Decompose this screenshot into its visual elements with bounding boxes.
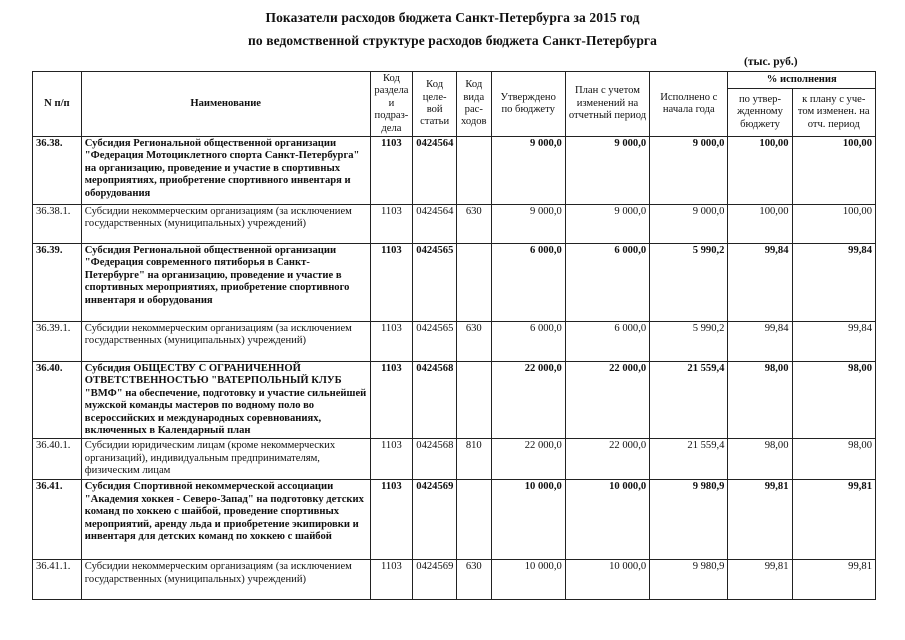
row-executed: 9 980,9: [650, 480, 728, 560]
table-row: [33, 322, 876, 362]
row-pct-plan: 100,00: [792, 205, 875, 244]
row-executed: 5 990,2: [650, 322, 728, 362]
row-pct-approved: 98,00: [728, 362, 792, 439]
row-name: Субсидия Региональной общественной организации "Федерация Мотоциклетного спорта Санкт-Петербурга" на организацию, проведение и участие в спортивных мероприятиях, приобретение спортивного инвентаря и оборудования: [81, 137, 370, 205]
row-vid-code: 630: [457, 560, 492, 600]
document-subtitle: по ведомственной структуре расходов бюджета Санкт-Петербурга: [247, 33, 658, 48]
row-name: Субсидии некоммерческим организациям (за исключением государственных (муниципальных) учреждений): [81, 205, 370, 244]
row-name: Субсидия ОБЩЕСТВУ С ОГРАНИЧЕННОЙ ОТВЕТСТВЕННОСТЬЮ "ВАТЕРПОЛЬНЫЙ КЛУБ "ВМФ" на обеспечение, подготовку и участие сильнейшей мужской команды мастеров по водному поло во всероссийских и международных соревнованиях, включенных в Календарный план: [81, 362, 370, 439]
col-header-pct-plan: к плану с уче-том изменен. на отч. период: [792, 88, 875, 136]
col-header-vid: Код вида рас-ходов: [457, 72, 492, 137]
row-number: 36.41.1.: [33, 560, 82, 600]
row-plan: 9 000,0: [565, 137, 649, 205]
col-header-razdel: Код раздела и подраз-дела: [370, 72, 413, 137]
row-pct-plan: 99,81: [792, 480, 875, 560]
row-pct-plan: 99,81: [792, 560, 875, 600]
table-row: [33, 137, 876, 205]
row-approved: 22 000,0: [491, 362, 565, 439]
table-body: [33, 137, 876, 600]
row-pct-plan: 98,00: [792, 362, 875, 439]
row-executed: 5 990,2: [650, 244, 728, 322]
row-plan: 22 000,0: [565, 362, 649, 439]
col-header-name: Наименование: [81, 72, 370, 137]
col-header-pct-utv: по утвер-жденному бюджету: [728, 88, 792, 136]
row-name: Субсидия Региональной общественной организации "Федерация современного пятиборья в Санкт-Петербурге" на организацию, проведение и участие в спортивных мероприятиях, приобретение спортивного инвентаря и оборудования: [81, 244, 370, 322]
table-row: [33, 439, 876, 480]
row-razdel-code: 1103: [370, 244, 413, 322]
row-vid-code: [457, 244, 492, 322]
row-executed: 9 980,9: [650, 560, 728, 600]
document-title: Показатели расходов бюджета Санкт-Петербурга за 2015 год: [265, 10, 640, 25]
row-pct-approved: 100,00: [728, 137, 792, 205]
row-statya-code: 0424565: [413, 322, 457, 362]
row-number: 36.39.: [33, 244, 82, 322]
col-header-isp: Исполнено с начала года: [650, 72, 728, 137]
row-plan: 22 000,0: [565, 439, 649, 480]
row-pct-approved: 100,00: [728, 205, 792, 244]
row-number: 36.38.: [33, 137, 82, 205]
row-pct-approved: 99,81: [728, 480, 792, 560]
row-plan: 9 000,0: [565, 205, 649, 244]
row-vid-code: 810: [457, 439, 492, 480]
row-statya-code: 0424564: [413, 137, 457, 205]
row-statya-code: 0424568: [413, 362, 457, 439]
row-razdel-code: 1103: [370, 439, 413, 480]
table-row: [33, 362, 876, 439]
row-plan: 10 000,0: [565, 560, 649, 600]
row-approved: 22 000,0: [491, 439, 565, 480]
row-number: 36.38.1.: [33, 205, 82, 244]
row-plan: 6 000,0: [565, 244, 649, 322]
row-plan: 6 000,0: [565, 322, 649, 362]
row-vid-code: 630: [457, 205, 492, 244]
row-number: 36.40.: [33, 362, 82, 439]
row-executed: 21 559,4: [650, 362, 728, 439]
row-approved: 9 000,0: [491, 137, 565, 205]
col-header-statya: Код целе-вой статьи: [413, 72, 457, 137]
row-razdel-code: 1103: [370, 560, 413, 600]
row-approved: 10 000,0: [491, 560, 565, 600]
budget-table: [32, 71, 876, 600]
row-name: Субсидии юридическим лицам (кроме некоммерческих организаций), индивидуальным предпринимателям, физическим лицам: [81, 439, 370, 480]
row-statya-code: 0424569: [413, 480, 457, 560]
row-statya-code: 0424564: [413, 205, 457, 244]
row-vid-code: 630: [457, 322, 492, 362]
row-razdel-code: 1103: [370, 322, 413, 362]
row-approved: 6 000,0: [491, 322, 565, 362]
row-pct-approved: 99,84: [728, 322, 792, 362]
table-row: [33, 244, 876, 322]
table-row: [33, 480, 876, 560]
col-header-pct: % исполнения: [728, 72, 876, 89]
row-number: 36.40.1.: [33, 439, 82, 480]
row-pct-approved: 99,84: [728, 244, 792, 322]
row-statya-code: 0424569: [413, 560, 457, 600]
row-name: Субсидия Спортивной некоммерческой ассоциации "Академия хоккея - Северо-Запад" на подготовку детских команд по хоккею с шайбой, проведение спортивных мероприятий, аренду льда и приобретение экипировки и инвентаря для детских команд по хоккею с шайбой: [81, 480, 370, 560]
row-vid-code: [457, 137, 492, 205]
row-razdel-code: 1103: [370, 137, 413, 205]
row-pct-plan: 99,84: [792, 322, 875, 362]
row-vid-code: [457, 362, 492, 439]
row-pct-approved: 98,00: [728, 439, 792, 480]
table-row: [33, 205, 876, 244]
row-name: Субсидии некоммерческим организациям (за исключением государственных (муниципальных) учреждений): [81, 322, 370, 362]
row-number: 36.39.1.: [33, 322, 82, 362]
row-pct-approved: 99,81: [728, 560, 792, 600]
row-executed: 9 000,0: [650, 205, 728, 244]
row-razdel-code: 1103: [370, 205, 413, 244]
row-approved: 6 000,0: [491, 244, 565, 322]
row-approved: 9 000,0: [491, 205, 565, 244]
row-plan: 10 000,0: [565, 480, 649, 560]
row-approved: 10 000,0: [491, 480, 565, 560]
col-header-plan: План с учетом изменений на отчетный период: [565, 72, 649, 137]
row-pct-plan: 98,00: [792, 439, 875, 480]
row-razdel-code: 1103: [370, 362, 413, 439]
row-name: Субсидии некоммерческим организациям (за исключением государственных (муниципальных) учреждений): [81, 560, 370, 600]
row-vid-code: [457, 480, 492, 560]
row-pct-plan: 100,00: [792, 137, 875, 205]
row-executed: 21 559,4: [650, 439, 728, 480]
row-executed: 9 000,0: [650, 137, 728, 205]
row-statya-code: 0424568: [413, 439, 457, 480]
col-header-num: N п/п: [33, 72, 82, 137]
col-header-utv: Утверждено по бюджету: [491, 72, 565, 137]
units-note: (тыс. руб.): [744, 56, 798, 68]
row-statya-code: 0424565: [413, 244, 457, 322]
row-number: 36.41.: [33, 480, 82, 560]
table-row: [33, 560, 876, 600]
row-pct-plan: 99,84: [792, 244, 875, 322]
row-razdel-code: 1103: [370, 480, 413, 560]
